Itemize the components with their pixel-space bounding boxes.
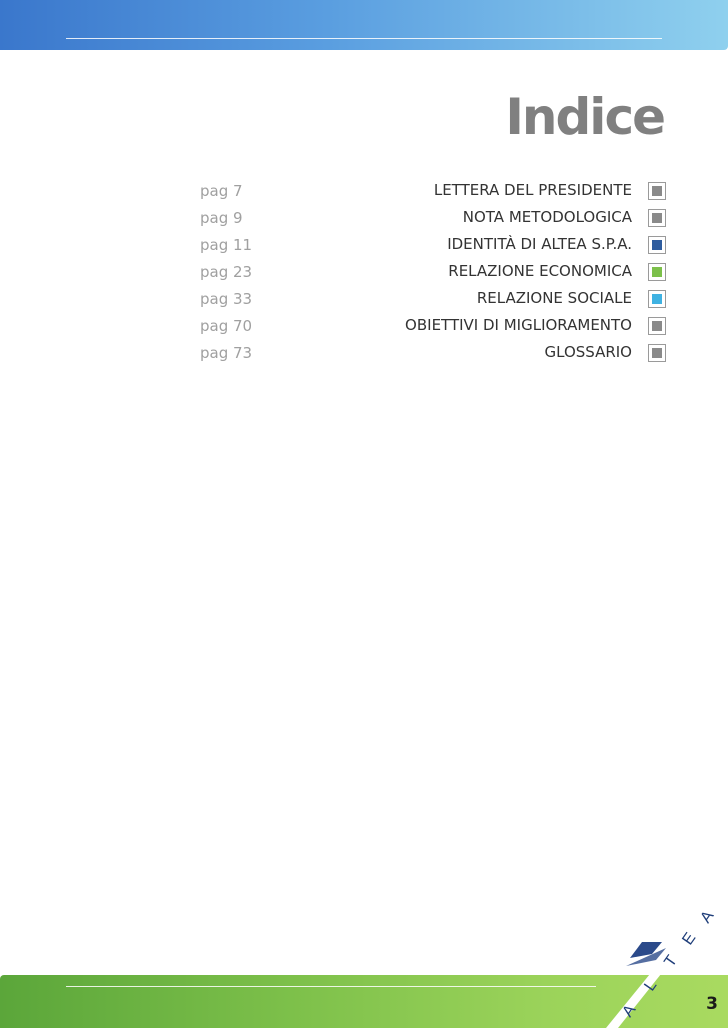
svg-text:A: A bbox=[619, 1001, 640, 1021]
square-marker-icon bbox=[648, 209, 666, 227]
square-marker-icon bbox=[648, 263, 666, 281]
svg-text:L: L bbox=[641, 977, 661, 995]
toc-section-title: LETTERA DEL PRESIDENTE bbox=[433, 181, 632, 199]
toc-page-number: pag 33 bbox=[200, 290, 253, 308]
toc-row[interactable] bbox=[200, 261, 666, 285]
square-marker-icon bbox=[648, 290, 666, 308]
page-number: 3 bbox=[706, 994, 718, 1014]
svg-text:A: A bbox=[697, 907, 718, 927]
toc-section-title: IDENTITÀ DI ALTEA S.P.A. bbox=[447, 235, 632, 253]
toc-row[interactable] bbox=[200, 180, 666, 204]
footer-rule bbox=[66, 986, 596, 987]
svg-text:E: E bbox=[679, 929, 700, 949]
toc-page-number: pag 70 bbox=[200, 317, 253, 335]
header-band bbox=[0, 0, 728, 50]
svg-text:T: T bbox=[661, 952, 681, 971]
page-title: Indice bbox=[505, 88, 664, 146]
square-marker-icon bbox=[648, 182, 666, 200]
toc-section-title: RELAZIONE SOCIALE bbox=[476, 289, 632, 307]
toc-row[interactable] bbox=[200, 342, 666, 366]
toc-page-number: pag 23 bbox=[200, 263, 253, 281]
toc-row[interactable] bbox=[200, 288, 666, 312]
square-marker-icon bbox=[648, 344, 666, 362]
toc-row[interactable] bbox=[200, 207, 666, 231]
square-marker-icon bbox=[648, 317, 666, 335]
square-marker-icon bbox=[648, 236, 666, 254]
toc-section-title: NOTA METODOLOGICA bbox=[462, 208, 632, 226]
toc-row[interactable] bbox=[200, 315, 666, 339]
toc-page-number: pag 73 bbox=[200, 344, 253, 362]
toc-page-number: pag 9 bbox=[200, 209, 243, 227]
header-rule bbox=[66, 38, 662, 39]
toc-row[interactable] bbox=[200, 234, 666, 258]
toc-section-title: RELAZIONE ECONOMICA bbox=[448, 262, 632, 280]
toc-section-title: OBIETTIVI DI MIGLIORAMENTO bbox=[405, 316, 632, 334]
toc-page-number: pag 11 bbox=[200, 236, 253, 254]
toc-section-title: GLOSSARIO bbox=[544, 343, 632, 361]
toc-page-number: pag 7 bbox=[200, 182, 243, 200]
